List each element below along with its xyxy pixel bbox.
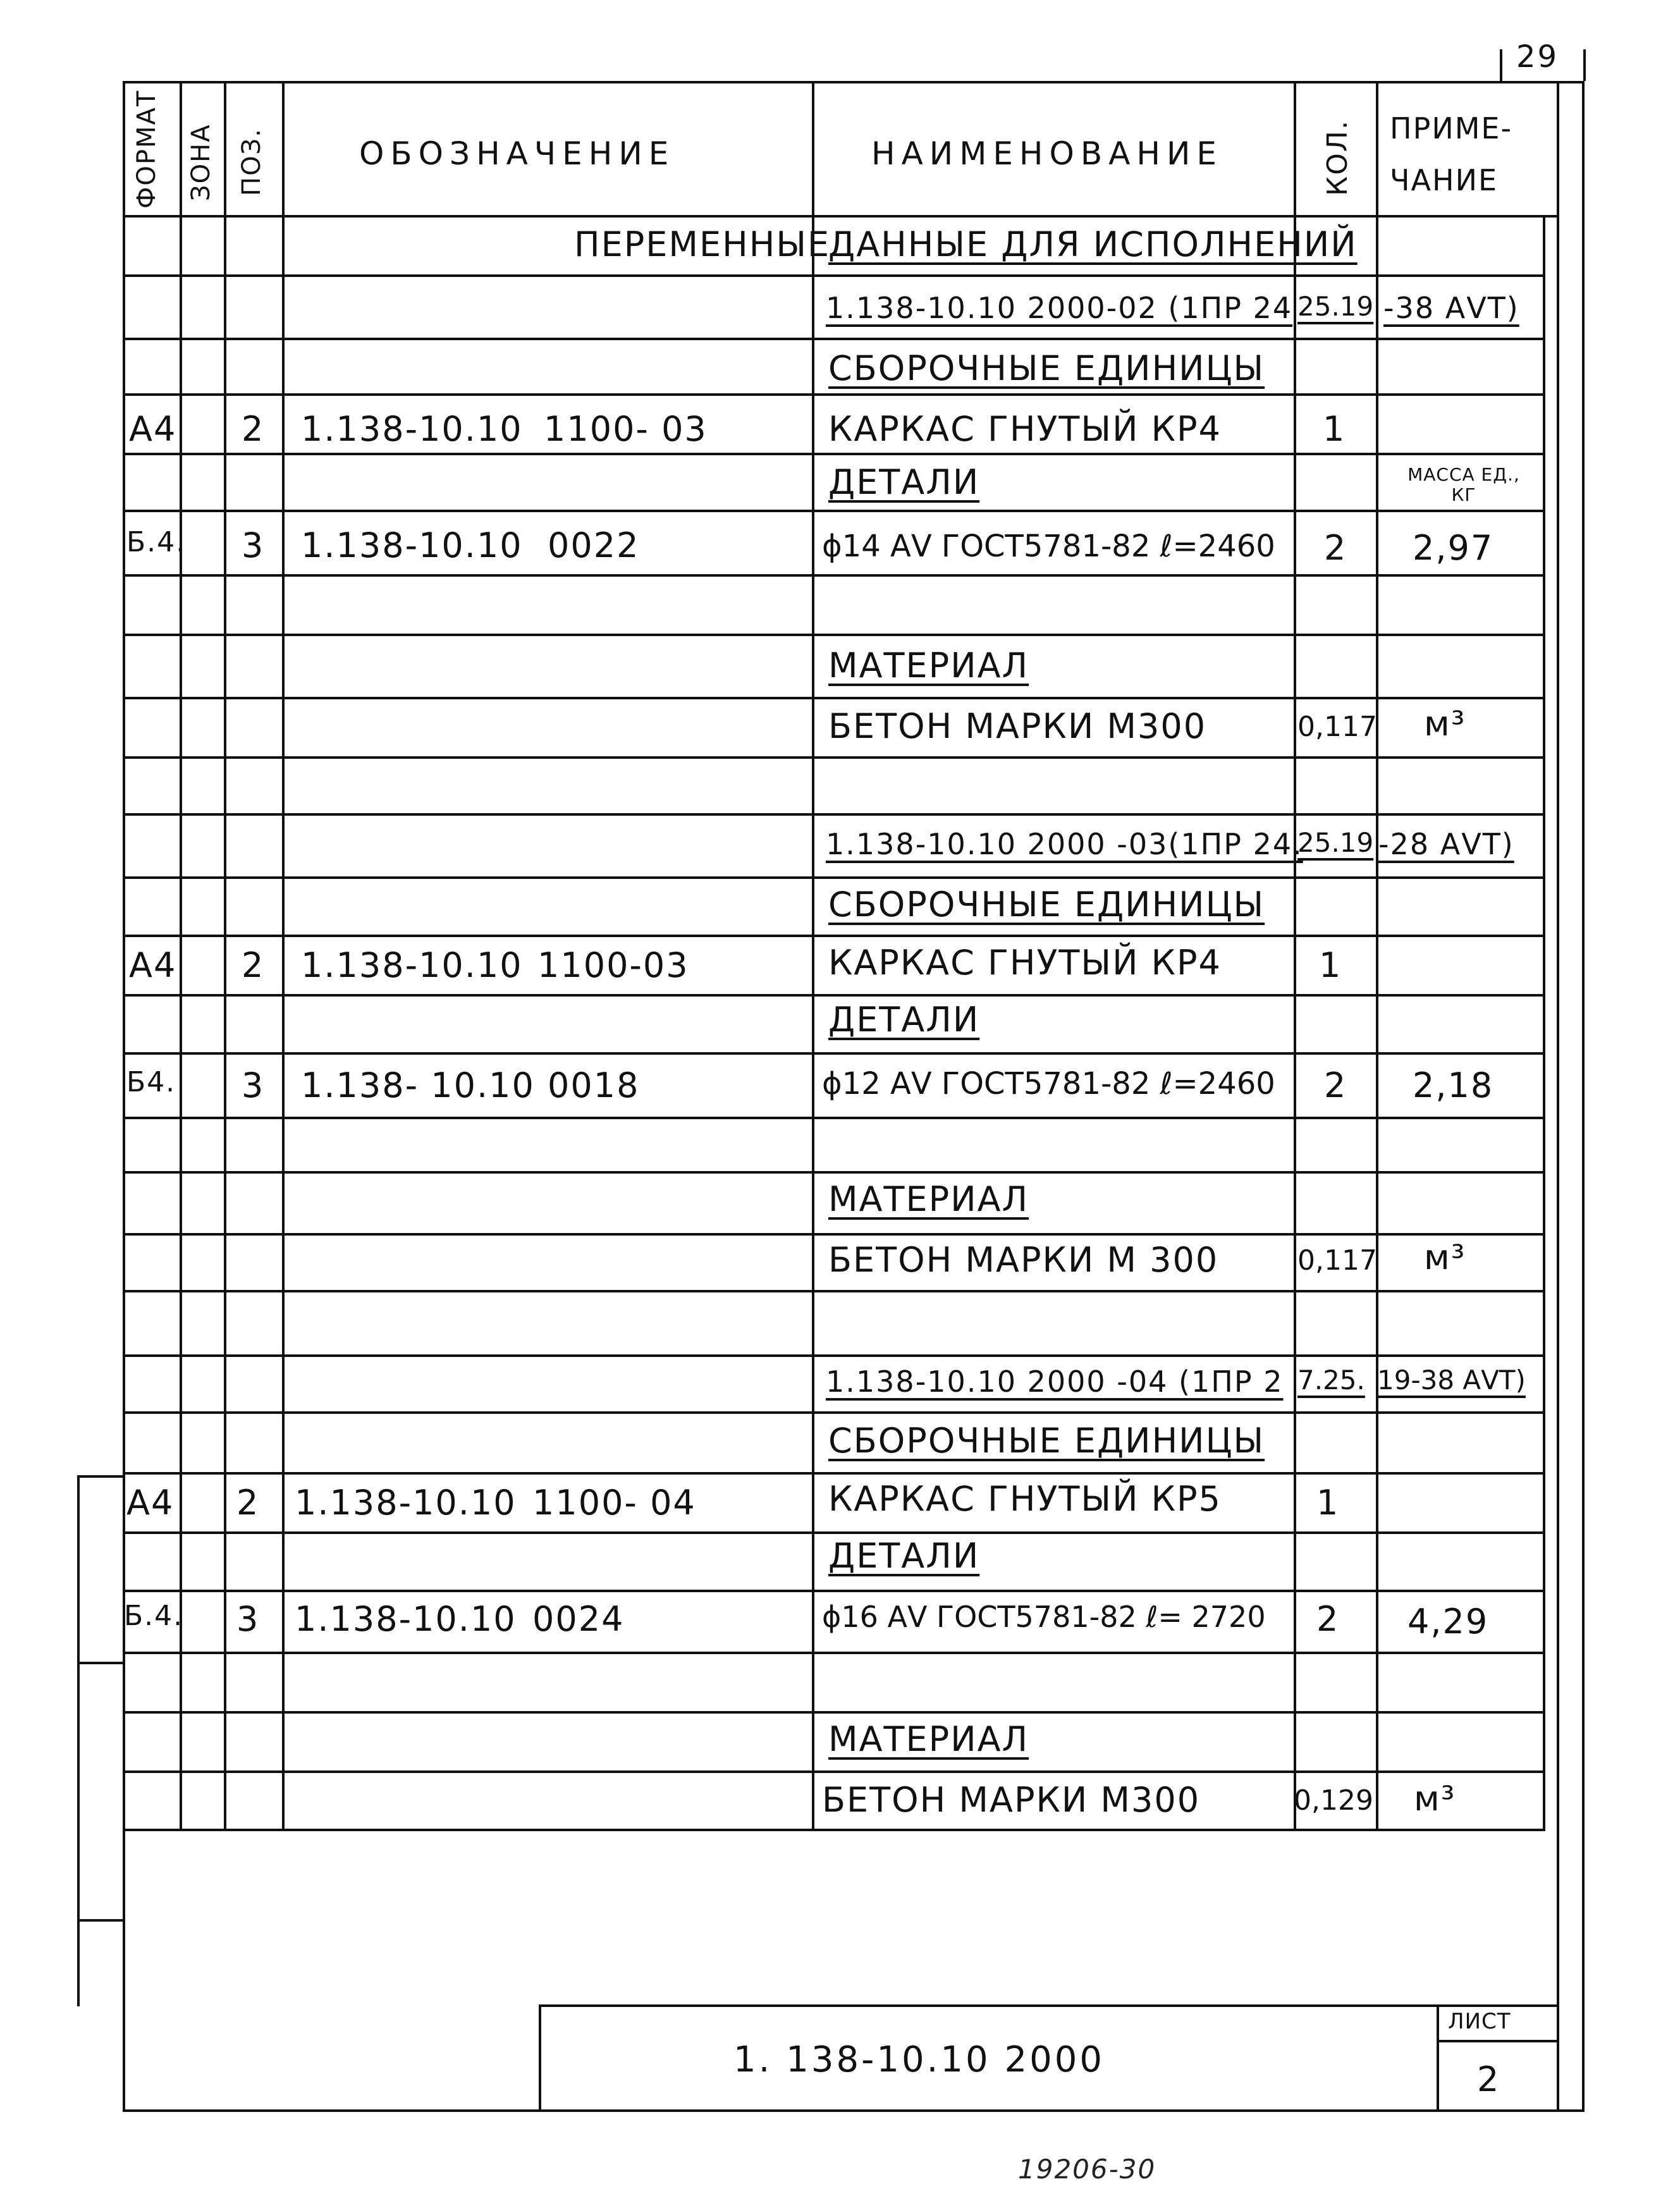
- format-cell: Б.4.: [126, 526, 187, 558]
- designation-number: 0022: [548, 525, 640, 565]
- mass-unit-label-line2: КГ: [1451, 484, 1476, 505]
- unit-mass-cell: 2,97: [1413, 528, 1494, 568]
- document-code: 1. 138-10.10 2000: [733, 2039, 1105, 2080]
- row-rule: [123, 1290, 1545, 1292]
- position-cell: 2: [242, 409, 265, 449]
- designation-number: 1100- 03: [544, 409, 708, 449]
- item-name: ϕ14 АV ГОСТ5781-82 ℓ=2460: [822, 529, 1275, 564]
- row-rule: [123, 994, 1545, 997]
- designation-code: 1.138-10.10: [301, 945, 523, 985]
- quantity-cell: 2: [1324, 1065, 1347, 1105]
- row-rule: [123, 1590, 1545, 1592]
- row-rule: [123, 1711, 1545, 1714]
- row-rule: [123, 1770, 1545, 1773]
- variant-designation-end: 19-38 АVТ): [1377, 1365, 1526, 1396]
- frame-outer-border: [1582, 81, 1585, 2111]
- binding-margin-tick: [77, 1475, 124, 1478]
- column-header-designation: ОБОЗНАЧЕНИЕ: [359, 135, 675, 172]
- column-header-qty: КОЛ.: [1321, 120, 1354, 196]
- variant-designation-cont: 25.19: [1297, 291, 1374, 322]
- table-bottom-rule: [123, 1829, 1545, 1831]
- row-rule: [123, 1652, 1545, 1654]
- row-rule: [123, 1171, 1545, 1174]
- column-header-name: НАИМЕНОВАНИЕ: [871, 135, 1223, 172]
- sheet-label-rule: [1437, 2040, 1559, 2042]
- column-header-note-line1: ПРИМЕ-: [1390, 111, 1513, 145]
- variant-designation-cont: 25.19: [1297, 827, 1374, 858]
- designation-code: 1.138-10.10: [301, 525, 523, 565]
- designation-code: 1.138-10.10: [295, 1483, 517, 1523]
- title-block-top: [539, 2004, 1559, 2007]
- row-rule: [123, 697, 1545, 699]
- section-title-details: ДЕТАЛИ: [828, 462, 980, 502]
- quantity-cell: 2: [1324, 528, 1347, 568]
- designation-number: 1100-03: [537, 945, 689, 985]
- position-cell: 2: [236, 1483, 260, 1523]
- item-name: ϕ16 АV ГОСТ5781-82 ℓ= 2720: [822, 1600, 1266, 1634]
- quantity-cell: 0,117: [1297, 1244, 1377, 1277]
- variant-designation: 1.138-10.10 2000 -04 (1ПР 2: [826, 1365, 1284, 1399]
- frame-left-border: [123, 81, 125, 2111]
- designation-number: 0024: [532, 1599, 625, 1639]
- designation-number: 1100- 04: [532, 1483, 696, 1523]
- col-divider-qty: [1376, 81, 1378, 1829]
- item-name: КАРКАС ГНУТЫЙ КР4: [828, 943, 1222, 983]
- page-number-tick: [1583, 49, 1586, 81]
- binding-margin-line: [77, 1475, 80, 2006]
- variant-designation-end: -28 АVТ): [1378, 827, 1514, 861]
- header-bottom-rule: [123, 215, 1559, 218]
- position-cell: 3: [242, 525, 265, 565]
- column-header-pos: ПОЗ.: [237, 128, 266, 196]
- page-number-tick: [1500, 49, 1502, 81]
- quantity-cell: 0,117: [1297, 711, 1377, 743]
- col-divider-format: [180, 81, 182, 1829]
- designation-number: 0018: [548, 1065, 640, 1105]
- row-rule: [123, 876, 1545, 879]
- row-rule: [123, 574, 1545, 577]
- row-rule: [123, 1052, 1545, 1055]
- format-cell: А4: [126, 1483, 175, 1523]
- title-block-left: [539, 2004, 541, 2111]
- sheet-number: 2: [1477, 2059, 1500, 2099]
- row-rule: [123, 453, 1545, 455]
- variable-data-label: ПЕРЕМЕННЫЕ: [574, 224, 831, 264]
- designation-code: 1.138- 10.10: [301, 1065, 535, 1105]
- unit-cell: м³: [1424, 704, 1466, 744]
- row-rule: [123, 634, 1545, 636]
- quantity-cell: 0,129: [1294, 1784, 1373, 1817]
- section-title-details: ДЕТАЛИ: [828, 1000, 980, 1040]
- title-block-sheet-divider: [1437, 2004, 1439, 2111]
- variant-designation-end: -38 АVТ): [1383, 291, 1519, 325]
- variant-designation-cont: 7.25.: [1297, 1365, 1365, 1396]
- variable-data-title: ДАННЫЕ ДЛЯ ИСПОЛНЕНИЙ: [828, 224, 1358, 264]
- section-title-assembly-units: СБОРОЧНЫЕ ЕДИНИЦЫ: [828, 885, 1265, 924]
- format-cell: Б.4.: [124, 1600, 184, 1632]
- footer-mark: 19206-30: [1018, 2154, 1156, 2185]
- position-cell: 3: [236, 1599, 260, 1639]
- designation-code: 1.138-10.10: [295, 1599, 517, 1639]
- frame-bottom-border: [123, 2109, 1585, 2112]
- row-rule: [123, 338, 1545, 340]
- variant-designation: 1.138-10.10 2000 -03(1ПР 24.: [826, 827, 1303, 861]
- row-rule: [123, 813, 1545, 816]
- row-rule: [123, 935, 1545, 937]
- frame-top-border: [123, 81, 1585, 83]
- col-divider-pos: [282, 81, 285, 1829]
- unit-mass-cell: 2,18: [1413, 1065, 1494, 1105]
- variant-designation: 1.138-10.10 2000-02 (1ПР 24: [826, 291, 1293, 325]
- section-title-assembly-units: СБОРОЧНЫЕ ЕДИНИЦЫ: [828, 1421, 1265, 1461]
- row-rule: [123, 1354, 1545, 1357]
- section-title-details: ДЕТАЛИ: [828, 1536, 980, 1576]
- unit-mass-cell: 4,29: [1407, 1602, 1489, 1642]
- quantity-cell: 2: [1316, 1599, 1340, 1639]
- binding-margin-tick: [77, 1662, 124, 1664]
- item-name: БЕТОН МАРКИ М300: [822, 1780, 1201, 1820]
- section-title-material: МАТЕРИАЛ: [828, 1179, 1029, 1219]
- row-rule: [123, 1233, 1545, 1236]
- sheet-label: ЛИСТ: [1448, 2009, 1511, 2034]
- section-title-material: МАТЕРИАЛ: [828, 1719, 1029, 1759]
- format-cell: А4: [129, 945, 177, 985]
- row-rule: [123, 1411, 1545, 1414]
- item-name: КАРКАС ГНУТЫЙ КР4: [828, 409, 1222, 449]
- item-name: КАРКАС ГНУТЫЙ КР5: [828, 1479, 1222, 1519]
- position-cell: 3: [242, 1065, 265, 1105]
- col-divider-note: [1543, 215, 1545, 1829]
- quantity-cell: 1: [1319, 945, 1342, 985]
- column-header-zone: ЗОНА: [187, 123, 216, 201]
- col-divider-name: [1294, 81, 1296, 1829]
- row-rule: [123, 1531, 1545, 1534]
- row-rule: [123, 756, 1545, 759]
- column-header-format: ФОРМАТ: [132, 89, 161, 209]
- row-rule: [123, 510, 1545, 512]
- quantity-cell: 1: [1323, 409, 1346, 449]
- binding-margin-tick: [77, 1919, 124, 1922]
- unit-cell: м³: [1424, 1237, 1466, 1277]
- row-rule: [123, 1472, 1545, 1475]
- format-cell: А4: [129, 409, 177, 449]
- section-title-material: МАТЕРИАЛ: [828, 646, 1029, 685]
- frame-right-border: [1557, 81, 1559, 2111]
- row-rule: [123, 1117, 1545, 1119]
- row-rule: [123, 274, 1545, 277]
- row-rule: [123, 393, 1545, 396]
- col-divider-designation: [812, 81, 814, 1829]
- mass-unit-label-line1: МАССА ЕД.,: [1407, 464, 1520, 485]
- item-name: БЕТОН МАРКИ М 300: [828, 1240, 1219, 1280]
- quantity-cell: 1: [1316, 1483, 1340, 1523]
- item-name: БЕТОН МАРКИ М300: [828, 706, 1207, 746]
- unit-cell: м³: [1414, 1779, 1456, 1819]
- page-number: 29: [1516, 39, 1559, 75]
- column-header-note-line2: ЧАНИЕ: [1390, 163, 1499, 197]
- section-title-assembly-units: СБОРОЧНЫЕ ЕДИНИЦЫ: [828, 348, 1265, 388]
- col-divider-zone: [224, 81, 226, 1829]
- format-cell: Б4.: [126, 1066, 176, 1098]
- item-name: ϕ12 АV ГОСТ5781-82 ℓ=2460: [822, 1066, 1275, 1102]
- position-cell: 2: [242, 945, 265, 985]
- designation-code: 1.138-10.10: [301, 409, 523, 449]
